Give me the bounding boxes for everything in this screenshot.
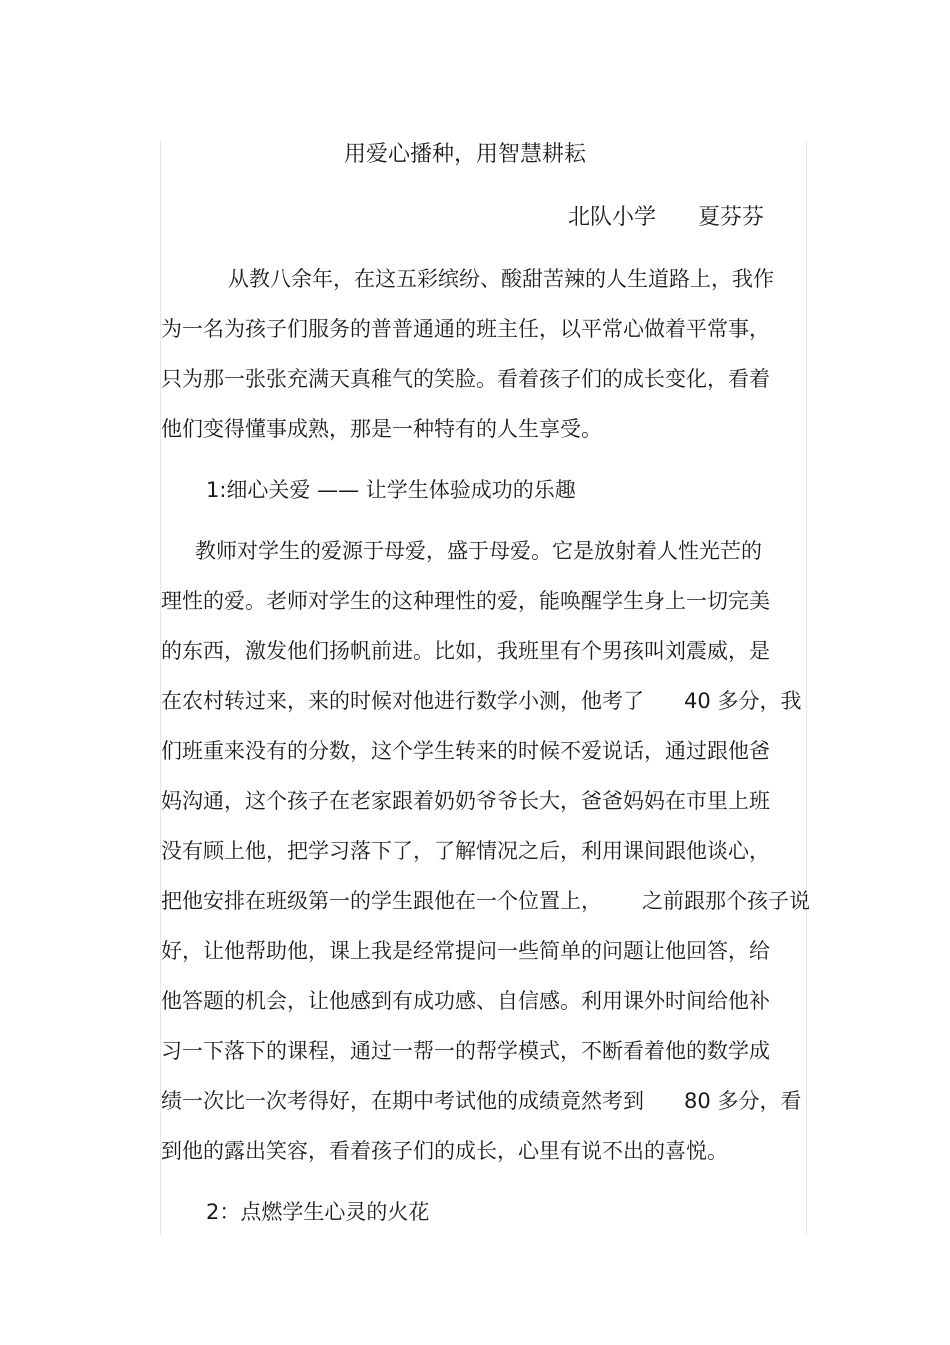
- paragraph-line: 他答题的机会，让他感到有成功感、自信感。利用课外时间给他补: [161, 989, 770, 1013]
- paragraph-line: 们班重来没有的分数，这个学生转来的时候不爱说话，通过跟他爸: [161, 739, 770, 763]
- section-heading-2: 2：点燃学生心灵的火花: [206, 1200, 430, 1224]
- paragraph-line: 为一名为孩子们服务的普普通通的班主任，以平常心做着平常事，: [161, 317, 770, 341]
- paragraph-line: 从教八余年，在这五彩缤纷、酸甜苦辣的人生道路上，我作: [228, 267, 774, 291]
- section-heading-1: 1:细心关爱 —— 让学生体验成功的乐趣: [206, 478, 576, 502]
- paragraph-line: 绩一次比一次考得好，在期中考试他的成绩竟然考到 80 多分，看: [161, 1089, 802, 1113]
- paragraph-line: 好，让他帮助他，课上我是经常提问一些简单的问题让他回答，给: [161, 939, 770, 963]
- paragraph-line: 把他安排在班级第一的学生跟他在一个位置上， 之前跟那个孩子说: [161, 889, 811, 913]
- paragraph-line: 他们变得懂事成熟，那是一种特有的人生享受。: [161, 417, 602, 441]
- paragraph-line: 习一下落下的课程，通过一帮一的帮学模式，不断看着他的数学成: [161, 1039, 770, 1063]
- paragraph-line: 在农村转过来，来的时候对他进行数学小测，他考了 40 多分，我: [161, 689, 802, 713]
- paragraph-line: 只为那一张张充满天真稚气的笑脸。看着孩子们的成长变化，看着: [161, 367, 770, 391]
- paragraph-line: 妈沟通，这个孩子在老家跟着奶奶爷爷长大，爸爸妈妈在市里上班: [161, 789, 770, 813]
- paragraph-line: 的东西，激发他们扬帆前进。比如，我班里有个男孩叫刘震威，是: [161, 639, 770, 663]
- paragraph-line: 教师对学生的爱源于母爱，盛于母爱。它是放射着人性光芒的: [195, 539, 762, 563]
- document-title: 用爱心播种，用智慧耕耘: [344, 142, 587, 167]
- paragraph-line: 理性的爱。老师对学生的这种理性的爱，能唤醒学生身上一切完美: [161, 589, 770, 613]
- paragraph-line: 没有顾上他，把学习落下了，了解情况之后，利用课间跟他谈心，: [161, 839, 770, 863]
- author-line: 北队小学 夏芬芬: [568, 205, 764, 230]
- paragraph-line: 到他的露出笑容，看着孩子们的成长，心里有说不出的喜悦。: [161, 1139, 728, 1163]
- right-margin-rule: [806, 140, 807, 1235]
